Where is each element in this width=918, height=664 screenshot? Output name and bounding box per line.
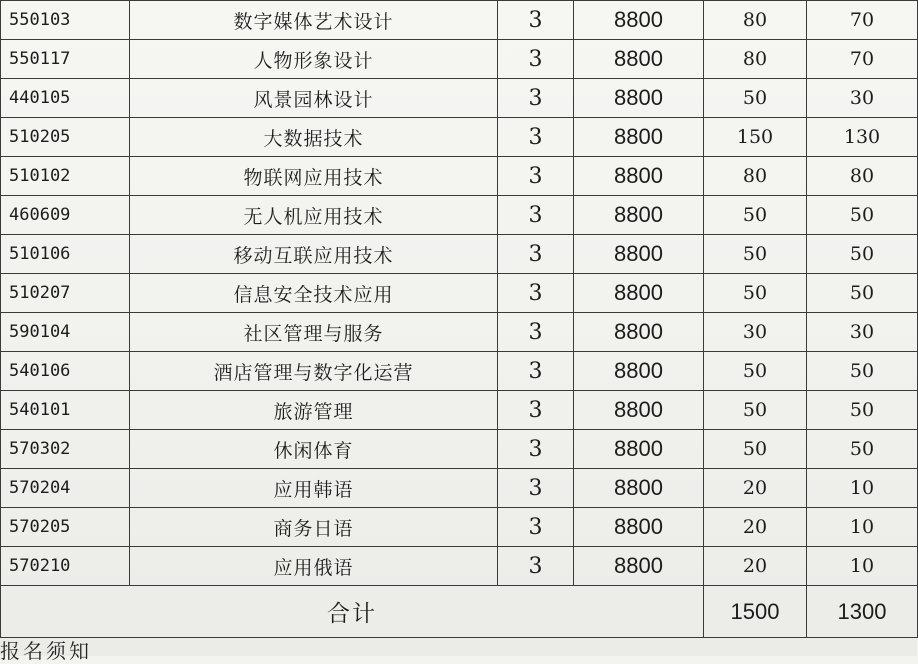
- enroll-count-cell: 50: [807, 235, 918, 274]
- enroll-count-cell: 70: [807, 40, 918, 79]
- footer-text-fragment: [0, 639, 240, 663]
- plan-count-cell: 80: [704, 40, 807, 79]
- enroll-count-cell: 50: [807, 391, 918, 430]
- tuition-fee-cell: 8800: [574, 430, 704, 469]
- enroll-count-cell: 80: [807, 157, 918, 196]
- study-years-cell: 3: [498, 118, 574, 157]
- enroll-count-cell: 50: [807, 352, 918, 391]
- study-years-cell: 3: [498, 430, 574, 469]
- major-code-cell: 570204: [1, 469, 130, 508]
- tuition-fee-cell: 8800: [574, 391, 704, 430]
- major-name-cell: 移动互联应用技术: [130, 235, 498, 274]
- study-years-cell: 3: [498, 469, 574, 508]
- tuition-fee-cell: 8800: [574, 274, 704, 313]
- plan-count-cell: 50: [704, 274, 807, 313]
- table-row: [1, 274, 918, 313]
- enroll-count-cell: 70: [807, 1, 918, 40]
- major-name-cell: 信息安全技术应用: [130, 274, 498, 313]
- study-years-cell: 3: [498, 1, 574, 40]
- enroll-count-cell: 30: [807, 313, 918, 352]
- plan-count-cell: 50: [704, 79, 807, 118]
- enroll-count-cell: 30: [807, 79, 918, 118]
- major-name-cell: 旅游管理: [130, 391, 498, 430]
- tuition-fee-cell: 8800: [574, 79, 704, 118]
- table-row: [1, 391, 918, 430]
- table-row: [1, 235, 918, 274]
- major-name-cell: 应用俄语: [130, 547, 498, 586]
- total-label: 合计: [1, 586, 704, 638]
- plan-count-cell: 20: [704, 469, 807, 508]
- tuition-fee-cell: 8800: [574, 235, 704, 274]
- plan-count-cell: 80: [704, 157, 807, 196]
- major-code-cell: 570205: [1, 508, 130, 547]
- enroll-count-cell: 10: [807, 469, 918, 508]
- major-name-cell: 社区管理与服务: [130, 313, 498, 352]
- plan-count-cell: 50: [704, 196, 807, 235]
- study-years-cell: 3: [498, 547, 574, 586]
- enroll-count-cell: 50: [807, 196, 918, 235]
- major-name-cell: 商务日语: [130, 508, 498, 547]
- enroll-count-cell: 10: [807, 508, 918, 547]
- plan-count-cell: 20: [704, 547, 807, 586]
- total-row: [1, 586, 918, 638]
- plan-count-cell: 50: [704, 352, 807, 391]
- table-row: [1, 508, 918, 547]
- study-years-cell: 3: [498, 274, 574, 313]
- plan-count-cell: 50: [704, 391, 807, 430]
- study-years-cell: 3: [498, 508, 574, 547]
- major-code-cell: 510106: [1, 235, 130, 274]
- major-name-cell: 酒店管理与数字化运营: [130, 352, 498, 391]
- major-name-cell: 数字媒体艺术设计: [130, 1, 498, 40]
- table-row: [1, 40, 918, 79]
- major-name-cell: 无人机应用技术: [130, 196, 498, 235]
- tuition-fee-cell: 8800: [574, 313, 704, 352]
- tuition-fee-cell: 8800: [574, 196, 704, 235]
- major-code-cell: 540106: [1, 352, 130, 391]
- major-name-cell: 人物形象设计: [130, 40, 498, 79]
- major-code-cell: 510207: [1, 274, 130, 313]
- table-row: [1, 157, 918, 196]
- total-enroll-count: 1300: [807, 586, 918, 638]
- major-name-cell: 休闲体育: [130, 430, 498, 469]
- table-row: [1, 118, 918, 157]
- major-code-cell: 570302: [1, 430, 130, 469]
- tuition-fee-cell: 8800: [574, 1, 704, 40]
- plan-count-cell: 50: [704, 430, 807, 469]
- major-code-cell: 540101: [1, 391, 130, 430]
- enroll-count-cell: 50: [807, 274, 918, 313]
- table-row: [1, 79, 918, 118]
- table-row: [1, 196, 918, 235]
- enroll-count-cell: 10: [807, 547, 918, 586]
- total-plan-count: 1500: [704, 586, 807, 638]
- study-years-cell: 3: [498, 235, 574, 274]
- plan-count-cell: 20: [704, 508, 807, 547]
- study-years-cell: 3: [498, 352, 574, 391]
- table-row: [1, 352, 918, 391]
- study-years-cell: 3: [498, 40, 574, 79]
- major-code-cell: 590104: [1, 313, 130, 352]
- study-years-cell: 3: [498, 157, 574, 196]
- plan-count-cell: 50: [704, 235, 807, 274]
- table-row: [1, 313, 918, 352]
- plan-count-cell: 30: [704, 313, 807, 352]
- tuition-fee-cell: 8800: [574, 352, 704, 391]
- major-name-cell: 物联网应用技术: [130, 157, 498, 196]
- study-years-cell: 3: [498, 79, 574, 118]
- major-code-cell: 440105: [1, 79, 130, 118]
- major-code-cell: 510102: [1, 157, 130, 196]
- study-years-cell: 3: [498, 196, 574, 235]
- tuition-fee-cell: 8800: [574, 40, 704, 79]
- major-code-cell: 510205: [1, 118, 130, 157]
- table-row: [1, 469, 918, 508]
- tuition-fee-cell: 8800: [574, 118, 704, 157]
- tuition-fee-cell: 8800: [574, 157, 704, 196]
- study-years-cell: 3: [498, 391, 574, 430]
- table-row: [1, 1, 918, 40]
- enroll-count-cell: 130: [807, 118, 918, 157]
- major-name-cell: 应用韩语: [130, 469, 498, 508]
- plan-count-cell: 80: [704, 1, 807, 40]
- tuition-fee-cell: 8800: [574, 547, 704, 586]
- table-body: [1, 1, 918, 586]
- tuition-fee-cell: 8800: [574, 508, 704, 547]
- major-name-cell: 大数据技术: [130, 118, 498, 157]
- study-years-cell: 3: [498, 313, 574, 352]
- major-code-cell: 460609: [1, 196, 130, 235]
- major-code-cell: 570210: [1, 547, 130, 586]
- major-code-cell: 550103: [1, 1, 130, 40]
- major-code-cell: 550117: [1, 40, 130, 79]
- plan-count-cell: 150: [704, 118, 807, 157]
- enroll-count-cell: 50: [807, 430, 918, 469]
- major-name-cell: 风景园林设计: [130, 79, 498, 118]
- table-row: [1, 430, 918, 469]
- footer-partial-text: 报名须知: [0, 639, 92, 663]
- table-row: [1, 547, 918, 586]
- tuition-fee-cell: 8800: [574, 469, 704, 508]
